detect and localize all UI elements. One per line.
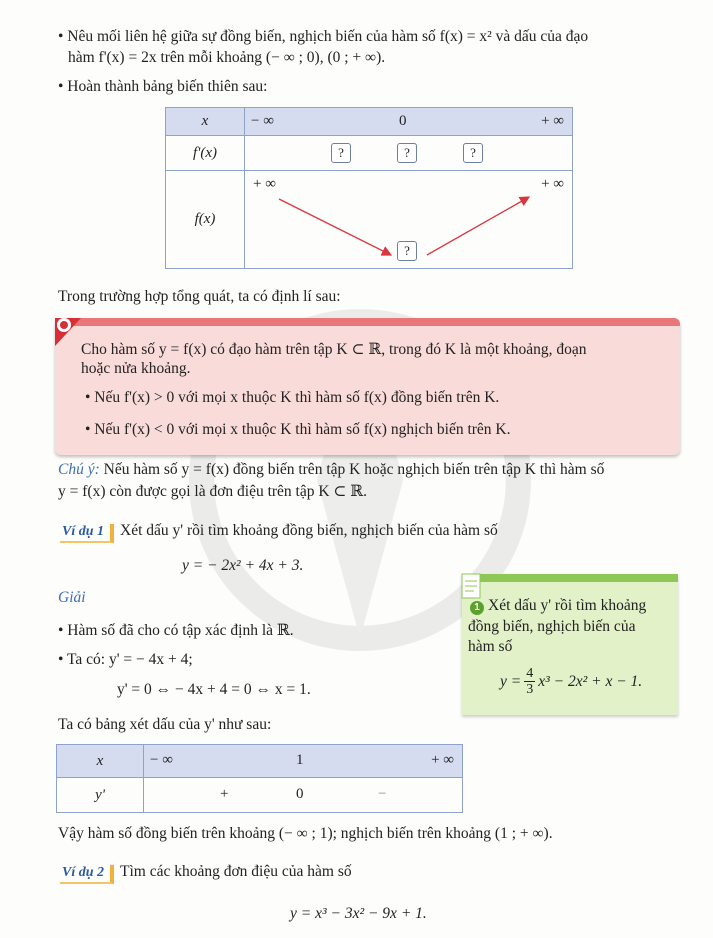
solution-step-3: y' = 0 ⇔ − 4x + 4 = 0 ⇔ x = 1. xyxy=(117,681,311,698)
intro-bullet-1-line-1: • Nêu mối liên hệ giữa sự đồng biến, nghịch biến của hàm số f(x) = x² và dấu của đạo xyxy=(58,28,589,45)
theorem-icon xyxy=(53,314,83,348)
f-right-limit: + ∞ xyxy=(541,176,564,192)
sign-table xyxy=(56,744,463,813)
row-label-f: f(x) xyxy=(166,171,245,269)
solution-step-2: • Ta có: y' = − 4x + 4; xyxy=(58,651,193,668)
exercise-eq-suffix: x³ − 2x² + x − 1. xyxy=(538,672,643,690)
example-2-equation: y = x³ − 3x² − 9x + 1. xyxy=(290,905,427,922)
fraction-denominator: 3 xyxy=(526,682,534,697)
row-label-fprime: f'(x) xyxy=(166,136,245,171)
sign-table-intro: Ta có bảng xét dấu của y' như sau: xyxy=(58,716,272,733)
theorem-line-1: Cho hàm số y = f(x) có đạo hàm trên tập K ⊂ ℝ, trong đó K là một khoảng, đoạn xyxy=(81,341,587,358)
example-2-text: Tìm các khoảng đơn điệu của hàm số xyxy=(120,863,352,880)
example-1-header xyxy=(60,522,498,543)
fprime-sign-right-blank[interactable]: ? xyxy=(463,143,483,163)
sign-x-pos-inf: + ∞ xyxy=(431,752,454,768)
intro-bullet-2: • Hoàn thành bảng biến thiên sau: xyxy=(58,78,268,95)
fprime-sign-left-blank[interactable]: ? xyxy=(331,143,351,163)
theorem-box-stripe xyxy=(55,318,680,326)
theorem-box xyxy=(55,318,680,455)
exercise-equation xyxy=(500,666,642,697)
x-zero: 0 xyxy=(399,113,407,129)
intro-bullet-1-line-2: hàm f'(x) = 2x trên mỗi khoảng (− ∞ ; 0), (0 ; + ∞). xyxy=(68,49,386,66)
f-minimum-blank[interactable]: ? xyxy=(397,241,417,261)
exercise-fraction xyxy=(524,666,535,697)
exercise-line-2: đồng biến, nghịch biến của xyxy=(468,618,636,635)
note-line-1 xyxy=(58,461,604,479)
theorem-bullet-1: • Nếu f'(x) > 0 với mọi x thuộc K thì hàm số f(x) đồng biến trên K. xyxy=(85,389,500,406)
theorem-line-2: hoặc nửa khoảng. xyxy=(81,360,191,377)
x-neg-inf: − ∞ xyxy=(251,113,274,129)
theorem-intro: Trong trường hợp tổng quát, ta có định lí sau: xyxy=(58,288,341,305)
example-2-header xyxy=(60,863,352,884)
exercise-box-stripe xyxy=(462,574,678,582)
variation-table xyxy=(165,107,573,269)
example-2-tag: Ví dụ 2 xyxy=(60,865,114,884)
row-label-x: x xyxy=(166,108,245,136)
example-1-text: Xét dấu y' rồi tìm khoảng đồng biến, nghịch biến của hàm số xyxy=(120,522,498,539)
theorem-bullet-2: • Nếu f'(x) < 0 với mọi x thuộc K thì hàm số f(x) nghịch biến trên K. xyxy=(85,421,511,438)
sign-x-one: 1 xyxy=(296,752,304,768)
exercise-text-1: Xét dấu y' rồi tìm khoảng xyxy=(488,597,647,614)
exercise-box xyxy=(462,574,678,715)
example-1-tag: Ví dụ 1 xyxy=(60,524,114,543)
exercise-line-1 xyxy=(470,597,646,615)
fprime-value-zero-blank[interactable]: ? xyxy=(397,143,417,163)
increasing-arrow xyxy=(427,197,529,255)
example-1-equation: y = − 2x² + 4x + 3. xyxy=(182,557,304,574)
example-1-conclusion: Vậy hàm số đồng biến trên khoảng (− ∞ ; 1); nghịch biến trên khoảng (1 ; + ∞). xyxy=(58,825,553,842)
exercise-eq-prefix: y = xyxy=(500,672,522,690)
x-pos-inf: + ∞ xyxy=(541,113,564,129)
solution-label: Giải xyxy=(58,589,86,606)
exercise-line-3: hàm số xyxy=(468,638,513,655)
decreasing-arrow xyxy=(279,199,391,255)
exercise-number: 1 xyxy=(470,601,484,615)
sign-negative: − xyxy=(378,786,387,802)
note-label: Chú ý: xyxy=(58,461,100,478)
f-left-limit: + ∞ xyxy=(253,176,276,192)
sign-x-neg-inf: − ∞ xyxy=(150,752,173,768)
sign-row-label-x: x xyxy=(57,745,144,778)
sign-zero: 0 xyxy=(296,786,304,802)
fraction-numerator: 4 xyxy=(526,666,534,681)
sign-row-label-yprime: y' xyxy=(57,778,144,813)
solution-step-1: • Hàm số đã cho có tập xác định là ℝ. xyxy=(58,622,294,639)
sign-positive: + xyxy=(220,786,229,802)
note-line-2: y = f(x) còn được gọi là đơn điệu trên tập K ⊂ ℝ. xyxy=(58,483,368,500)
note-text-1: Nếu hàm số y = f(x) đồng biến trên tập K hoặc nghịch biến trên tập K thì hàm số xyxy=(99,461,605,478)
